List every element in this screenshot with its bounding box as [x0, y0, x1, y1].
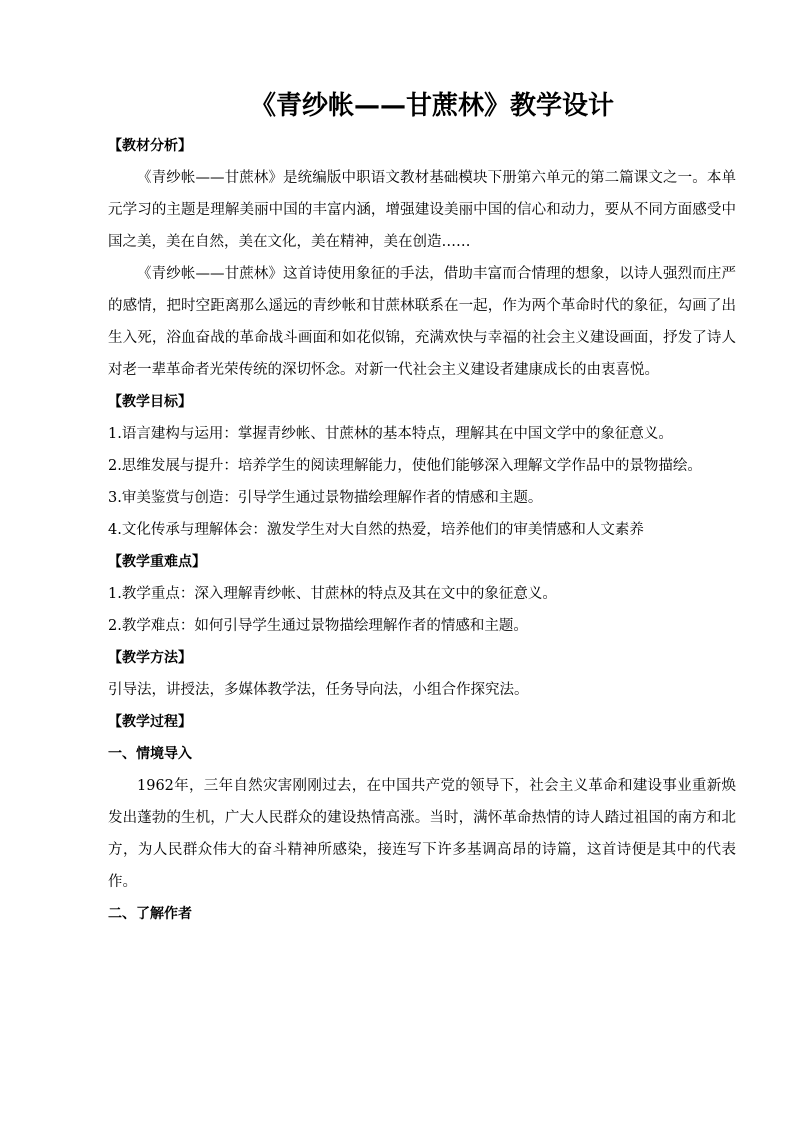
document-title: 《青纱帐——甘蔗林》教学设计	[249, 91, 614, 121]
methods-text: 引导法，讲授法，多媒体教学法，任务导向法，小组合作探究法。	[108, 682, 529, 698]
goal-item-3: 3.审美鉴赏与创造：引导学生通过景物描绘理解作者的情感和主题。	[108, 490, 543, 506]
keypoint-item-1: 1.教学重点：深入理解青纱帐、甘蔗林的特点及其在文中的象征意义。	[108, 586, 557, 602]
process-step-1-heading: 一、情境导入	[108, 746, 192, 762]
section-heading-methods: 【教学方法】	[108, 650, 192, 666]
section-heading-keypoints: 【教学重难点】	[108, 554, 206, 570]
document-body	[108, 130, 736, 930]
keypoint-item-2: 2.教学难点：如何引导学生通过景物描绘理解作者的情感和主题。	[108, 618, 528, 634]
goal-item-1: 1.语言建构与运用：掌握青纱帐、甘蔗林的基本特点，理解其在中国文学中的象征意义。	[108, 426, 673, 442]
goal-item-2: 2.思维发展与提升：培养学生的阅读理解能力，使他们能够深入理解文学作品中的景物描绘。	[108, 458, 702, 474]
analysis-paragraph-2: 《青纱帐——甘蔗林》这首诗使用象征的手法，借助丰富而合情理的想象，以诗人强烈而庄严的感情，把时空距离那么遥远的青纱帐和甘蔗林联系在一起，作为两个革命时代的象征，勾画了出生入死，浴血奋战的革命战斗画面和如花似锦，充满欢快与幸福的社会主义建设画面，抒发了诗人对老一辈革命者光荣传统的深切怀念。对新一代社会主义建设者建康成长的由衷喜悦。	[108, 266, 736, 378]
process-step-1-text: 1962年，三年自然灾害刚刚过去，在中国共产党的领导下，社会主义革命和建设事业重新焕发出蓬勃的生机，广大人民群众的建设热情高涨。当时，满怀革命热情的诗人踏过祖国的南方和北方，为人民群众伟大的奋斗精神所感染，接连写下许多基调高昂的诗篇，这首诗便是其中的代表作。	[108, 778, 736, 890]
section-heading-goals: 【教学目标】	[108, 394, 192, 410]
analysis-paragraph-1: 《青纱帐——甘蔗林》是统编版中职语文教材基础模块下册第六单元的第二篇课文之一。本单元学习的主题是理解美丽中国的丰富内涵，增强建设美丽中国的信心和动力，要从不同方面感受中国之美，美在自然，美在文化，美在精神，美在创造……	[108, 170, 736, 250]
goal-item-4: 4.文化传承与理解体会：激发学生对大自然的热爱，培养他们的审美情感和人文素养	[108, 522, 644, 538]
process-step-2-heading: 二、了解作者	[108, 906, 192, 922]
section-heading-process: 【教学过程】	[108, 714, 192, 730]
section-heading-analysis: 【教材分析】	[108, 138, 192, 154]
